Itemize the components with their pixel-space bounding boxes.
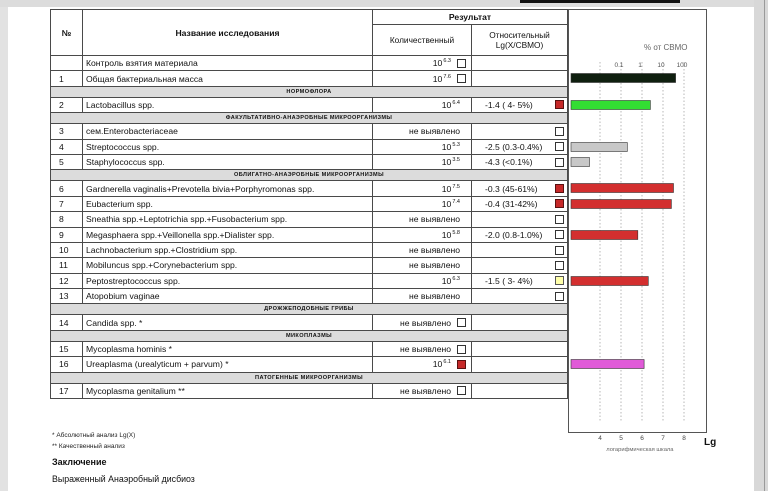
quantitative-cell bbox=[376, 58, 468, 68]
relative-status-box bbox=[555, 142, 564, 151]
quantitative-status-box bbox=[457, 318, 466, 327]
relative-cell bbox=[475, 142, 564, 152]
header-quantitative: Количественный bbox=[373, 25, 472, 56]
row-name: Ureaplasma (urealyticum + parvum) * bbox=[83, 357, 373, 372]
footnote-qualitative: ** Качественный анализ bbox=[52, 443, 125, 450]
row-quantitative bbox=[373, 357, 472, 372]
relative-status-box bbox=[555, 276, 564, 285]
quantitative-cell bbox=[376, 199, 468, 209]
quantitative-value bbox=[376, 100, 466, 110]
row-number: 10 bbox=[51, 242, 83, 257]
row-relative bbox=[472, 273, 568, 288]
quantitative-exponent: 7.4 bbox=[452, 198, 460, 205]
relative-cell bbox=[475, 261, 564, 270]
chart-bar bbox=[571, 74, 676, 83]
quantitative-base: 10 bbox=[441, 198, 452, 209]
table-row bbox=[51, 97, 568, 112]
quantitative-value: не выявлено bbox=[400, 344, 451, 355]
row-name: Gardnerella vaginalis+Prevotella bivia+Porphyromonas spp. bbox=[83, 181, 373, 196]
quantitative-base: 10 bbox=[432, 359, 443, 370]
row-name: Atopobium vaginae bbox=[83, 289, 373, 304]
row-quantitative bbox=[373, 242, 472, 257]
quantitative-base: 10 bbox=[432, 73, 443, 84]
row-quantitative bbox=[373, 124, 472, 139]
relative-cell bbox=[475, 100, 564, 110]
chart-top-tick-label: 0.1 bbox=[614, 62, 624, 69]
relative-status-box bbox=[555, 215, 564, 224]
table-row bbox=[51, 139, 568, 154]
quantitative-cell bbox=[376, 100, 468, 110]
section-label: ОБЛИГАТНО-АНАЭРОБНЫЕ МИКРООРГАНИЗМЫ bbox=[51, 170, 568, 181]
row-name: Candida spp. * bbox=[83, 315, 373, 330]
relative-value: -2.0 (0.8-1.0%) bbox=[485, 229, 543, 240]
quantitative-exponent: 6.4 bbox=[452, 99, 460, 106]
row-number: 16 bbox=[51, 357, 83, 372]
row-number: 15 bbox=[51, 341, 83, 356]
relative-status-box bbox=[555, 246, 564, 255]
section-label: ДРОЖЖЕПОДОБНЫЕ ГРИБЫ bbox=[51, 304, 568, 315]
row-quantitative bbox=[373, 196, 472, 211]
section-row bbox=[51, 86, 568, 97]
relative-cell bbox=[475, 184, 564, 194]
header-relative bbox=[472, 25, 568, 56]
quantitative-base: 10 bbox=[441, 275, 452, 286]
row-quantitative bbox=[373, 315, 472, 330]
quantitative-value: не выявлено bbox=[409, 291, 460, 302]
row-relative bbox=[472, 154, 568, 169]
table-row bbox=[51, 289, 568, 304]
row-name: Mycoplasma hominis * bbox=[83, 341, 373, 356]
row-name: Streptococcus spp. bbox=[83, 139, 373, 154]
quantitative-base: 10 bbox=[441, 99, 452, 110]
quantitative-base: 10 bbox=[432, 58, 443, 69]
quantitative-value bbox=[376, 199, 466, 209]
quantitative-exponent: 5.8 bbox=[452, 229, 460, 236]
quantitative-base: 10 bbox=[441, 229, 452, 240]
row-relative bbox=[472, 212, 568, 227]
row-quantitative bbox=[373, 154, 472, 169]
chart-bar bbox=[571, 360, 644, 369]
row-relative bbox=[472, 242, 568, 257]
header-num: № bbox=[51, 10, 83, 56]
row-quantitative bbox=[373, 212, 472, 227]
relative-value: -4.3 (<0.1%) bbox=[485, 157, 533, 168]
row-quantitative bbox=[373, 139, 472, 154]
relative-value: -0.4 (31-42%) bbox=[485, 198, 538, 209]
chart-scale-caption: логарифмическая шкала bbox=[606, 447, 674, 453]
conclusion-text: Выраженный Анаэробный дисбиоз bbox=[52, 474, 195, 484]
row-number bbox=[51, 56, 83, 71]
quantitative-base: 10 bbox=[441, 183, 452, 194]
relative-status-box bbox=[555, 292, 564, 301]
chart-bar bbox=[571, 200, 671, 209]
quantitative-value: не выявлено bbox=[400, 317, 451, 328]
row-quantitative bbox=[373, 56, 472, 71]
relative-status-box bbox=[555, 127, 564, 136]
chart-top-tick-label: 1 bbox=[638, 62, 642, 69]
window-right-scrollbar[interactable] bbox=[754, 0, 768, 491]
table-row bbox=[51, 242, 568, 257]
quantitative-status-box bbox=[457, 74, 466, 83]
relative-cell bbox=[475, 230, 564, 240]
row-number: 17 bbox=[51, 383, 83, 398]
quantitative-cell bbox=[376, 142, 468, 152]
row-relative bbox=[472, 227, 568, 242]
quantitative-cell bbox=[376, 214, 468, 224]
row-quantitative bbox=[373, 258, 472, 273]
window-left-edge bbox=[0, 7, 8, 491]
quantitative-exponent: 5.3 bbox=[452, 141, 460, 148]
relative-value: -1.5 ( 3- 4%) bbox=[485, 275, 533, 286]
quantitative-value: не выявлено bbox=[409, 260, 460, 271]
row-relative bbox=[472, 341, 568, 356]
row-number: 5 bbox=[51, 154, 83, 169]
quantitative-cell bbox=[376, 344, 468, 354]
row-number: 1 bbox=[51, 71, 83, 86]
relative-cell bbox=[475, 215, 564, 224]
row-number: 7 bbox=[51, 196, 83, 211]
quantitative-cell bbox=[376, 157, 468, 167]
quantitative-base: 10 bbox=[441, 157, 452, 168]
row-quantitative bbox=[373, 273, 472, 288]
table-row bbox=[51, 212, 568, 227]
row-name: Контроль взятия материала bbox=[83, 56, 373, 71]
quantitative-cell bbox=[376, 318, 468, 328]
quantitative-value bbox=[376, 142, 466, 152]
row-relative bbox=[472, 181, 568, 196]
chart-bar bbox=[571, 101, 650, 110]
row-number: 11 bbox=[51, 258, 83, 273]
quantitative-exponent: 7.6 bbox=[443, 73, 451, 80]
table-row bbox=[51, 258, 568, 273]
chart-bottom-tick-label: 5 bbox=[619, 435, 623, 442]
row-number: 4 bbox=[51, 139, 83, 154]
relative-status-box bbox=[555, 100, 564, 109]
chart-bar bbox=[571, 143, 627, 152]
section-label: ПАТОГЕННЫЕ МИКРООРГАНИЗМЫ bbox=[51, 372, 568, 383]
quantitative-cell bbox=[376, 260, 468, 270]
relative-value: -0.3 (45-61%) bbox=[485, 183, 538, 194]
table-row bbox=[51, 273, 568, 288]
row-number: 8 bbox=[51, 212, 83, 227]
row-name: Staphylococcus spp. bbox=[83, 154, 373, 169]
quantitative-base: 10 bbox=[441, 141, 452, 152]
relative-value: -1.4 ( 4- 5%) bbox=[485, 99, 533, 110]
quantitative-value: не выявлено bbox=[409, 245, 460, 256]
row-relative bbox=[472, 289, 568, 304]
window-top-bar bbox=[520, 0, 680, 3]
chart-top-tick-label: 10 bbox=[657, 62, 665, 69]
quantitative-status-box bbox=[457, 345, 466, 354]
row-number: 12 bbox=[51, 273, 83, 288]
row-relative bbox=[472, 97, 568, 112]
relative-status-box bbox=[555, 199, 564, 208]
row-name: Megasphaera spp.+Veillonella spp.+Dialister spp. bbox=[83, 227, 373, 242]
row-relative bbox=[472, 139, 568, 154]
table-row bbox=[51, 227, 568, 242]
quantitative-value bbox=[376, 184, 466, 194]
row-relative bbox=[472, 56, 568, 71]
relative-cell bbox=[475, 292, 564, 301]
quantitative-cell bbox=[376, 386, 468, 396]
quantitative-value: не выявлено bbox=[400, 385, 451, 396]
table-row bbox=[51, 154, 568, 169]
row-name: Lachnobacterium spp.+Clostridium spp. bbox=[83, 242, 373, 257]
section-label: НОРМОФЛОРА bbox=[51, 86, 568, 97]
relative-status-box bbox=[555, 230, 564, 239]
row-quantitative bbox=[373, 289, 472, 304]
row-name: Mobiluncus spp.+Corynebacterium spp. bbox=[83, 258, 373, 273]
chart-axis-label: Lg bbox=[704, 437, 717, 448]
header-result: Результат bbox=[373, 10, 568, 25]
row-quantitative bbox=[373, 227, 472, 242]
chart-unit-label: % от СВМО bbox=[644, 43, 688, 52]
chart-top-tick-label: 100 bbox=[676, 62, 688, 69]
chart-bar bbox=[571, 277, 648, 286]
bar-chart bbox=[568, 9, 707, 453]
relative-cell bbox=[475, 246, 564, 255]
table-row bbox=[51, 341, 568, 356]
relative-status-box bbox=[555, 158, 564, 167]
row-name: Eubacterium spp. bbox=[83, 196, 373, 211]
row-relative bbox=[472, 357, 568, 372]
quantitative-cell bbox=[376, 126, 468, 136]
row-relative bbox=[472, 383, 568, 398]
row-relative bbox=[472, 196, 568, 211]
table-row bbox=[51, 124, 568, 139]
chart-bottom-tick-label: 7 bbox=[661, 435, 665, 442]
table-row bbox=[51, 56, 568, 71]
quantitative-cell bbox=[376, 291, 468, 301]
quantitative-exponent: 3.5 bbox=[452, 157, 460, 164]
row-relative bbox=[472, 315, 568, 330]
chart-bar bbox=[571, 158, 590, 167]
quantitative-value bbox=[376, 276, 466, 286]
quantitative-value bbox=[376, 58, 457, 68]
section-row bbox=[51, 330, 568, 341]
row-quantitative bbox=[373, 341, 472, 356]
row-quantitative bbox=[373, 383, 472, 398]
row-name: Общая бактериальная масса bbox=[83, 71, 373, 86]
conclusion-title: Заключение bbox=[52, 457, 107, 467]
chart-bottom-tick-label: 8 bbox=[682, 435, 686, 442]
quantitative-value bbox=[376, 74, 457, 84]
section-label: ФАКУЛЬТАТИВНО-АНАЭРОБНЫЕ МИКРООРГАНИЗМЫ bbox=[51, 113, 568, 124]
row-relative bbox=[472, 124, 568, 139]
relative-cell bbox=[475, 276, 564, 286]
section-row bbox=[51, 372, 568, 383]
footnote-absolute: * Абсолютный анализ Lg(X) bbox=[52, 432, 136, 439]
row-relative bbox=[472, 71, 568, 86]
quantitative-status-box bbox=[457, 360, 466, 369]
quantitative-value: не выявлено bbox=[409, 126, 460, 137]
section-label: МИКОПЛАЗМЫ bbox=[51, 330, 568, 341]
table-row bbox=[51, 196, 568, 211]
table-row bbox=[51, 181, 568, 196]
row-quantitative bbox=[373, 97, 472, 112]
quantitative-status-box bbox=[457, 386, 466, 395]
table-row bbox=[51, 383, 568, 398]
quantitative-status-box bbox=[457, 59, 466, 68]
row-number: 2 bbox=[51, 97, 83, 112]
chart-bar bbox=[571, 184, 674, 193]
header-relative-line1: Относительный bbox=[489, 30, 550, 40]
row-number: 3 bbox=[51, 124, 83, 139]
chart-canvas bbox=[569, 10, 706, 455]
chart-bar bbox=[571, 231, 638, 240]
chart-bottom-tick-label: 4 bbox=[598, 435, 602, 442]
row-name: Mycoplasma genitalium ** bbox=[83, 383, 373, 398]
relative-cell bbox=[475, 157, 564, 167]
row-name: Sneathia spp.+Leptotrichia spp.+Fusobacterium spp. bbox=[83, 212, 373, 227]
quantitative-value: не выявлено bbox=[409, 214, 460, 225]
table-row bbox=[51, 71, 568, 86]
relative-cell bbox=[475, 127, 564, 136]
row-number: 13 bbox=[51, 289, 83, 304]
row-name: Lactobacillus spp. bbox=[83, 97, 373, 112]
quantitative-cell bbox=[376, 359, 468, 369]
results-table bbox=[50, 9, 568, 399]
chart-bottom-tick-label: 6 bbox=[640, 435, 644, 442]
section-row bbox=[51, 170, 568, 181]
row-number: 9 bbox=[51, 227, 83, 242]
relative-status-box bbox=[555, 261, 564, 270]
quantitative-value bbox=[376, 157, 466, 167]
table-row bbox=[51, 315, 568, 330]
quantitative-cell bbox=[376, 74, 468, 84]
quantitative-exponent: 6.3 bbox=[443, 58, 451, 65]
quantitative-cell bbox=[376, 245, 468, 255]
row-number: 14 bbox=[51, 315, 83, 330]
section-row bbox=[51, 113, 568, 124]
row-name: сем.Enterobacteriaceae bbox=[83, 124, 373, 139]
row-number: 6 bbox=[51, 181, 83, 196]
quantitative-value bbox=[376, 359, 457, 369]
row-relative bbox=[472, 258, 568, 273]
section-row bbox=[51, 304, 568, 315]
header-relative-line2: Lg(X/CBMO) bbox=[495, 40, 544, 50]
relative-cell bbox=[475, 199, 564, 209]
relative-status-box bbox=[555, 184, 564, 193]
relative-value: -2.5 (0.3-0.4%) bbox=[485, 141, 543, 152]
table-row bbox=[51, 357, 568, 372]
quantitative-value bbox=[376, 230, 466, 240]
quantitative-cell bbox=[376, 276, 468, 286]
quantitative-exponent: 6.3 bbox=[452, 275, 460, 282]
quantitative-cell bbox=[376, 230, 468, 240]
row-quantitative bbox=[373, 181, 472, 196]
row-name: Peptostreptococcus spp. bbox=[83, 273, 373, 288]
quantitative-exponent: 6.1 bbox=[443, 359, 451, 366]
row-quantitative bbox=[373, 71, 472, 86]
header-name: Название исследования bbox=[83, 10, 373, 56]
quantitative-exponent: 7.5 bbox=[452, 183, 460, 190]
quantitative-cell bbox=[376, 184, 468, 194]
